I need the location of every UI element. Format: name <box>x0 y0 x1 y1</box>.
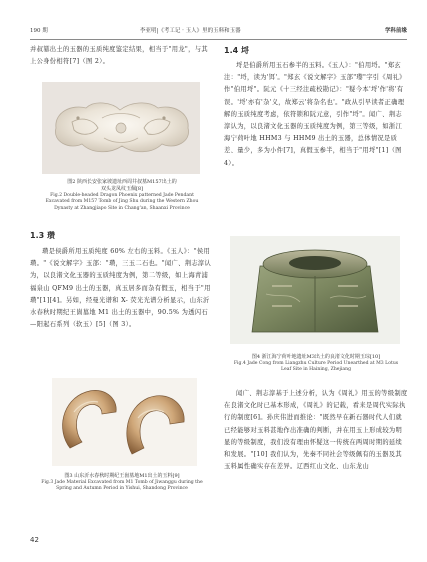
fig2-caption <box>30 179 214 212</box>
fig2-image <box>42 82 200 174</box>
issue-number: 190 期 <box>30 28 48 34</box>
fig2-caption-en-3: Dynasty at Zhangjiapo Site in Chang'an, Shaanxi Province <box>54 205 190 211</box>
fig2-caption-en-1: Fig.2 Double-headed Dragon Phoenix patterned Jade Pendant <box>50 193 194 198</box>
section-heading-1-3: 1.3 瓒 <box>30 231 55 240</box>
fig3-caption-cn: 图3 山东沂水春秋时期纪王崮墓地M1出土的玉料[9] <box>64 473 180 479</box>
fig2-caption-cn-2: 双头龙凤纹玉佩[8] <box>100 186 144 192</box>
header-rule <box>30 39 407 40</box>
fig2-caption-cn-1: 图2 陕西长安张家坡遗址西周井叔墓M157出土的 <box>67 179 177 185</box>
section-1-4-paragraph: 埒是伯爵所用玉石参半的玉料。《玉人》："伯用埒。"郑玄注："埒，读为'饵'。"郑玄《说文解字》玉部"瓈"字引《周礼》作"伯用埒"。阮元《十三经注疏校勘记》："疑今本'埒'作'将'有误。'埒'亦有'杂'义，故郑云'将杂名也'。"政从引早读者正确理解的玉质纯度考虑，依符锁和阮元意，引作"埒"。闻广、荆志淳认为，以良渚文化玉器的玉质纯度为例，第三等级，如浙江海宁荷叶地 HHM3 与 HHM9 出土的玉器，总体情况是质差、量少，多为小件[7]，真假玉参半，相当于"用埒"[1]（图 4）。 <box>224 62 406 167</box>
section-name: 学科前缘 <box>384 28 407 34</box>
running-header <box>30 24 407 38</box>
fig4-caption <box>224 354 408 374</box>
article-author-title: 李亚明|《考工记 · 玉人》里的玉料和玉器 <box>140 28 241 34</box>
fig3-caption-en-2: Spring and Autumn Period in Yishui, Shandong Province <box>56 486 188 492</box>
fig2-caption-en-2: Excavated from M157 Tomb of Jing Shu during the Western Zhou <box>45 199 199 205</box>
section-1-3-paragraph: 瓒是侯爵所用玉质纯度 60% 左右的玉料。《玉人》："侯用瓒。"《说文解字》玉部："瓒，三玉二石也。"闻广、荆志淳认为，以良渚文化玉器的玉质纯度为例，第二等级，如上海青浦福泉山 QFM9 出土的玉器，真玉居多而杂有假玉，相当于"用瓒"[1][4]。另如，经曼光谱和 X- 荧光光谱分析显示，山东沂水春秋时期纪王崮墓地 M1 出土的玉器中，90.5% 为透闪石—阳起石系列（软玉）[5]（图 3）。 <box>30 248 212 329</box>
fig4-caption-cn: 图4 浙江海宁荷叶地遗址M3出土的良渚文化时期玉琮[10] <box>251 354 381 360</box>
fig3-caption-en-1: Fig.3 Jade Material Excavated from M1 Tomb of Jiwanggu during the <box>41 480 203 485</box>
fig3-caption <box>30 473 214 493</box>
right-bottom-paragraph: 闻广、荆志淳基于上述分析，认为《周礼》用玉的等级制度在良渚文化时已基本形成，《周礼》的记载，看来是周代实际执行的制度[6]。孙庆伟进而推论："既然早在新石器时代人们就已经能够对玉料甚地作出准确的判断，并在用玉上形成较为明显的等级制度，我们没有理由怀疑这一传统在两周时期的延续和发展。"[10] 我们认为，先秦不同社会等级佩有的玉器及其玉料属性确实存在差异。辽西红山文化、山东龙山 <box>224 390 408 471</box>
fig4-caption-en-2: Leaf Site in Haining, Zhejiang <box>280 367 352 373</box>
section-heading-1-4: 1.4 埒 <box>224 46 249 55</box>
fig3-image <box>52 378 197 466</box>
left-top-paragraph: 并叔纂出土的玉器的玉质纯度鉴定结果，相当于"用龙"，与其上公身份相符[7]（图 2）。 <box>30 46 208 66</box>
fig4-image <box>230 236 400 344</box>
fig4-caption-en-1: Fig.4 Jade Cong from Liangzhu Culture Period Unearthed at M3 Lotus <box>233 361 399 366</box>
page-number: 42 <box>30 536 39 544</box>
